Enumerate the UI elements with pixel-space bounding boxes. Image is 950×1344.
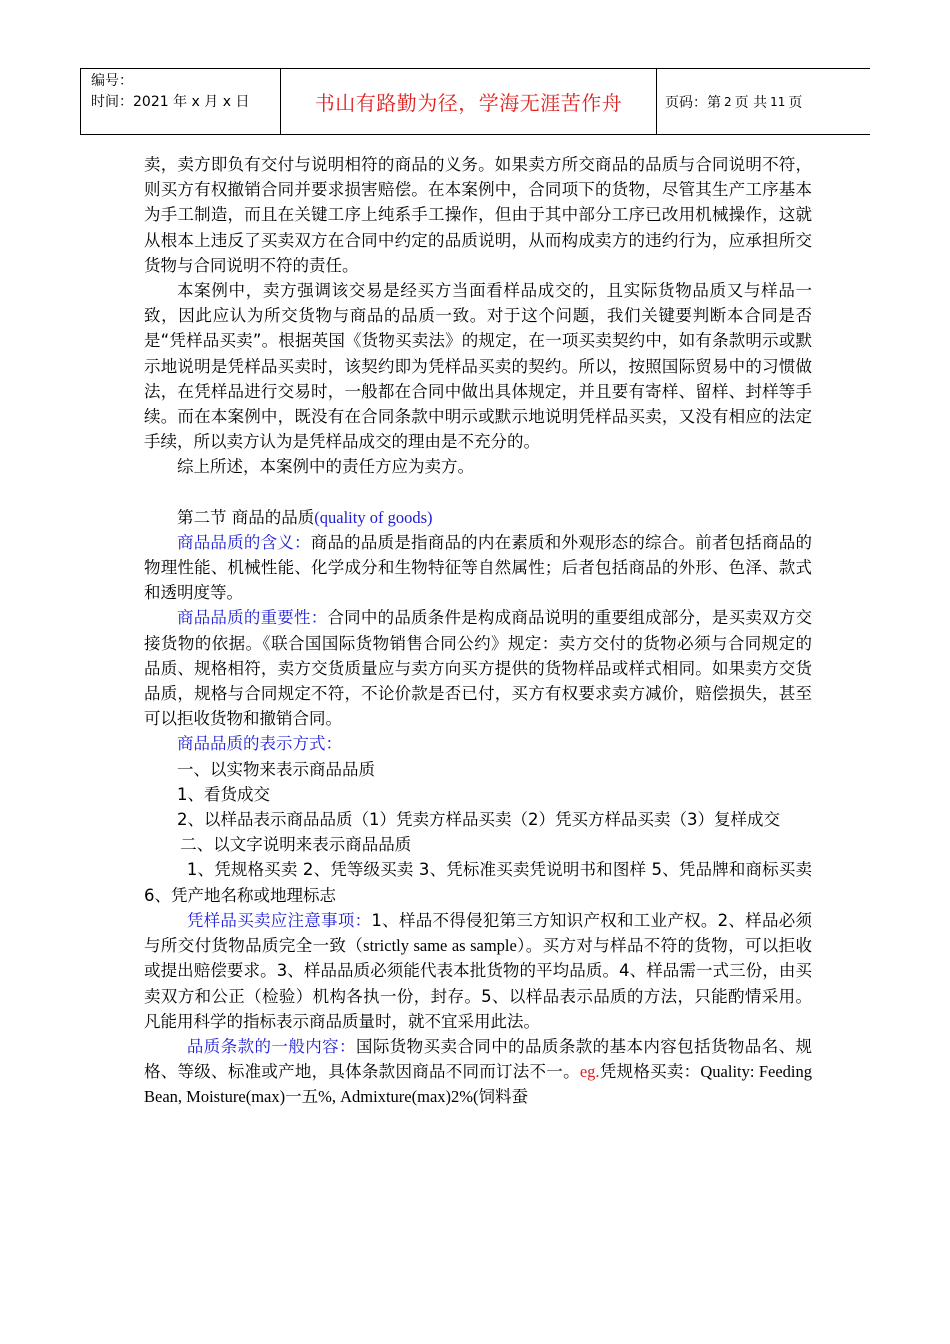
sample-paragraph	[144, 908, 812, 1034]
document-body	[144, 152, 812, 1110]
paragraph-1: 卖，卖方即负有交付与说明相符的商品的义务。如果卖方所交商品的品质与合同说明不符，则买方有权撤销合同并要求损害赔偿。在本案例中，合同项下的货物，尽管其生产工序基本为手工制造，而且在关键工序上纯系手工操作，但由于其中部分工序已改用机械操作，这就从根本上违反了买卖双方在合同中约定的品质说明，从而构成卖方的违约行为，应承担所交货物与合同说明不符的责任。	[144, 155, 812, 275]
method-1b: 2、以样品表示商品品质（1）凭卖方样品买卖（2）凭买方样品买卖（3）复样成交	[177, 810, 780, 830]
method-2: 二、以文字说明来表示商品品质	[180, 835, 412, 855]
sample-text-a: 1、样品不得侵犯第三方知识产权和工业产权。2、样品必须与所交付货物品质完全一致（	[144, 910, 813, 956]
clause-text: 国际货物买卖合同中的品质条款的基本内容包括货物品名、规格、等级、标准或产地，具体条款因商品不同而订法不一。	[144, 1036, 813, 1082]
section-title: 第二节 商品的品质	[177, 507, 315, 527]
eg-label: eg.	[579, 1062, 600, 1082]
method-1a: 1、看货成交	[177, 784, 270, 804]
page-suffix: 页	[788, 94, 803, 111]
sample-text-en: strictly same as sample	[363, 936, 517, 956]
page-indicator	[657, 69, 870, 134]
document-date: 时间：2021 年 x 月 x 日	[91, 94, 250, 110]
page-total: 11	[770, 94, 786, 109]
paragraph-2: 本案例中，卖方强调该交易是经买方当面看样品成交的，且实际货物品质又与样品一致，因此应认为所交货物与商品的品质一致。对于这个问题，我们关键要判断本合同是否是“凭样品买卖”。根据英国《货物买卖法》的规定，在一项买卖契约中，如有条款明示或默示地说明是凭样品买卖时，该契约即为凭样品买卖的契约。所以，按照国际贸易中的习惯做法，在凭样品进行交易时，一般都在合同中做出具体规定，并且要有寄样、留样、封样等手续。而在本案例中，既没有在合同条款中明示或默示地说明凭样品买卖，又没有相应的法定手续，所以卖方认为是凭样品成交的理由是不充分的。	[144, 281, 812, 452]
definition-text: 商品的品质是指商品的内在素质和外观形态的综合。前者包括商品的物理性能、机械性能、化学成分和生物特征等自然属性；后者包括商品的外形、色泽、款式和透明度等。	[144, 532, 813, 603]
method-1: 一、以实物来表示商品品质	[177, 759, 375, 779]
importance-paragraph	[144, 605, 812, 731]
page-mid: 页 共	[734, 94, 768, 111]
page-prefix: 页码：第	[665, 94, 721, 111]
clause-paragraph	[144, 1034, 812, 1110]
sample-text-b: ）。买方对与样品不符的货物，可以拒收或提出赔偿要求。3、样品品质必须能代表本批货物的平均品质。4、样品需一式三份，由买卖双方和公正（检验）机构各执一份，封存。5、以样品表示品质的方法，只能酌情采用。凡能用科学的指标表示商品质量时，就不宜采用此法。	[144, 936, 813, 1031]
sample-label: 凭样品买卖应注意事项：	[186, 910, 372, 930]
page-header	[80, 68, 870, 135]
clause-example-en: Quality: Feeding Bean, Moisture(max)一五%, Admixture(max)2%(饲料蚕	[144, 1062, 813, 1107]
section-heading	[144, 505, 812, 530]
definition-paragraph	[144, 530, 812, 606]
methods-heading: 商品品质的表示方式：	[177, 734, 342, 754]
clause-label: 品质条款的一般内容：	[186, 1036, 356, 1056]
paragraph-3: 综上所述，本案例中的责任方应为卖方。	[177, 457, 474, 477]
page-current: 2	[724, 94, 732, 109]
method-2a: 1、凭规格买卖 2、凭等级买卖 3、凭标准买卖凭说明书和图样 5、凭品牌和商标买卖 6、凭产地名称或地理标志	[144, 860, 812, 905]
clause-example: 凭规格买卖：	[599, 1062, 701, 1082]
header-motto: 书山有路勤为径，学海无涯苦作舟	[281, 69, 657, 134]
importance-text: 合同中的品质条件是构成商品说明的重要组成部分，是买卖双方交接货物的依据。《联合国国际货物销售合同公约》规定：卖方交付的货物必须与合同规定的品质、规格相符，卖方交货质量应与卖方向买方提供的货物样品或样式相同。如果卖方交货品质，规格与合同规定不符，不论价款是否已付，买方有权要求卖方减价，赔偿损失，甚至可以拒收货物和撤销合同。	[144, 608, 813, 729]
document-number: 编号：	[91, 73, 133, 89]
importance-label: 商品品质的重要性：	[177, 608, 328, 628]
header-meta	[81, 69, 281, 134]
section-title-en: (quality of goods)	[314, 507, 433, 527]
definition-label: 商品品质的含义：	[177, 532, 311, 552]
